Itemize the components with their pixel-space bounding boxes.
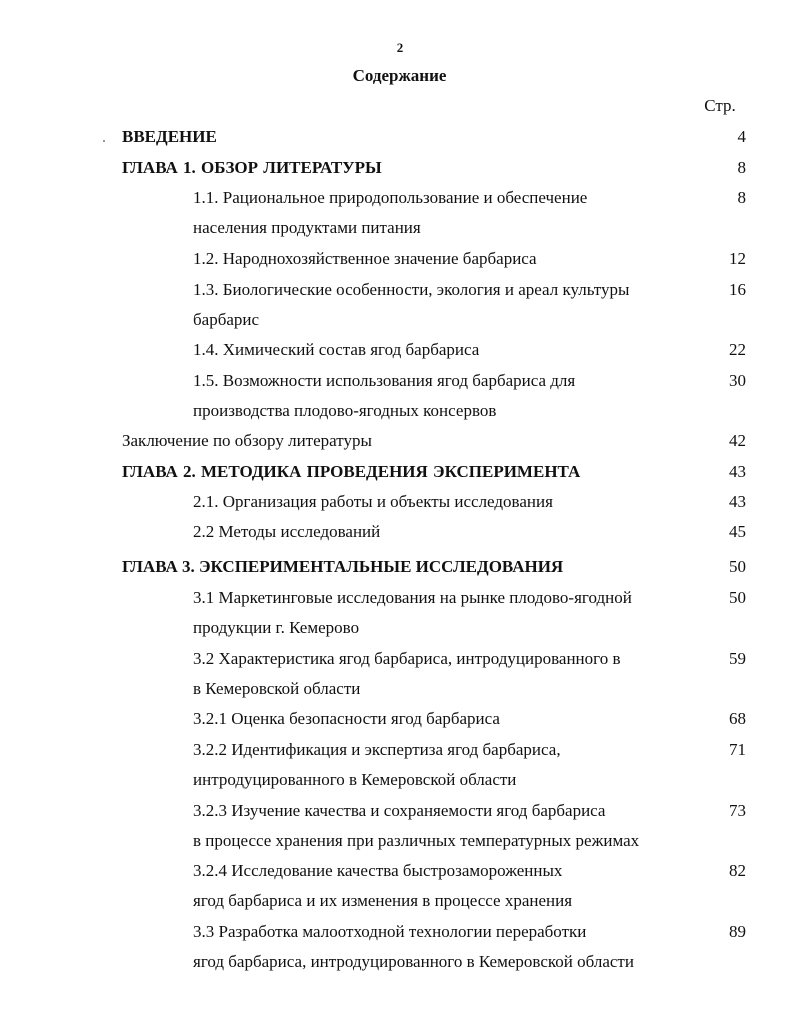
toc-entry-line: 1.5. Возможности использования ягод барбариса для — [193, 371, 576, 390]
toc-entry-line: продукции г. Кемерово — [193, 618, 360, 637]
toc-entry-line: ягод барбариса, интродуцированного в Кемеровской области — [193, 952, 634, 971]
toc-entry-line: 2.2 Методы исследований — [193, 522, 381, 541]
page-number: 2 — [396, 40, 404, 55]
toc-entry-page: 68 — [729, 709, 746, 728]
page-column-header: Стр. — [704, 96, 736, 115]
toc-entry-line: 3.2 Характеристика ягод барбариса, интродуцированного в — [193, 649, 621, 668]
toc-entry-line: ягод барбариса и их изменения в процессе хранения — [193, 891, 573, 910]
toc-entry-line: 3.2.3 Изучение качества и сохраняемости ягод барбариса — [193, 801, 606, 820]
toc-entry-page: 8 — [737, 158, 746, 177]
toc-entry-page: 50 — [729, 557, 746, 576]
toc-entry-page: 89 — [729, 922, 746, 941]
toc-entry-page: 71 — [729, 740, 746, 759]
toc-entry-page: 82 — [729, 861, 746, 880]
toc-entry-line: в процессе хранения при различных температурных режимах — [193, 831, 640, 850]
toc-entry-line: 1.1. Рациональное природопользование и обеспечение — [193, 188, 588, 207]
toc-entry-line: 1.2. Народнохозяйственное значение барбариса — [193, 249, 537, 268]
toc-entry-line: барбарис — [193, 310, 260, 329]
toc-entry-page: 4 — [737, 127, 746, 146]
scan-speck — [103, 140, 105, 142]
toc-entry-line: 3.1 Маркетинговые исследования на рынке плодово-ягодной — [193, 588, 632, 607]
toc-entry-line: населения продуктами питания — [193, 218, 421, 237]
toc-entry-line: 1.4. Химический состав ягод барбариса — [193, 340, 480, 359]
toc-entry-page: 8 — [737, 188, 746, 207]
toc-entry-line: ГЛАВА 2. МЕТОДИКА ПРОВЕДЕНИЯ ЭКСПЕРИМЕНТА — [122, 462, 581, 481]
toc-entry-line: интродуцированного в Кемеровской области — [193, 770, 517, 789]
toc-entry-line: в Кемеровской области — [193, 679, 361, 698]
toc-entry-page: 43 — [729, 492, 746, 511]
toc-entry-line: ГЛАВА 3. ЭКСПЕРИМЕНТАЛЬНЫЕ ИССЛЕДОВАНИЯ — [122, 557, 564, 576]
toc-entry-page: 42 — [729, 431, 746, 450]
toc-entry-line: 3.3 Разработка малоотходной технологии переработки — [193, 922, 587, 941]
toc-entry-line: 2.1. Организация работы и объекты исследования — [193, 492, 553, 511]
toc-entry-line: 3.2.2 Идентификация и экспертиза ягод барбариса, — [193, 740, 561, 759]
toc-entry-line: ВВЕДЕНИЕ — [122, 127, 217, 146]
toc-entry-page: 12 — [729, 249, 746, 268]
toc-entry-page: 73 — [729, 801, 746, 820]
toc-entry-page: 16 — [729, 280, 746, 299]
toc-entry-line: производства плодово-ягодных консервов — [193, 401, 497, 420]
toc-entry-line: 3.2.1 Оценка безопасности ягод барбариса — [193, 709, 500, 728]
toc-entry-page: 22 — [729, 340, 746, 359]
toc-entry-page: 50 — [729, 588, 746, 607]
toc-entry-line: 1.3. Биологические особенности, экология и ареал культуры — [193, 280, 630, 299]
toc-entry-page: 59 — [729, 649, 746, 668]
toc-entry-page: 45 — [729, 522, 746, 541]
toc-entry-line: Заключение по обзору литературы — [122, 431, 372, 450]
toc-entry-page: 43 — [729, 462, 746, 481]
toc-entry-line: 3.2.4 Исследование качества быстрозамороженных — [193, 861, 563, 880]
toc-entry-page: 30 — [729, 371, 746, 390]
page-title: Содержание — [352, 66, 447, 85]
toc-entry-line: ГЛАВА 1. ОБЗОР ЛИТЕРАТУРЫ — [122, 158, 382, 177]
